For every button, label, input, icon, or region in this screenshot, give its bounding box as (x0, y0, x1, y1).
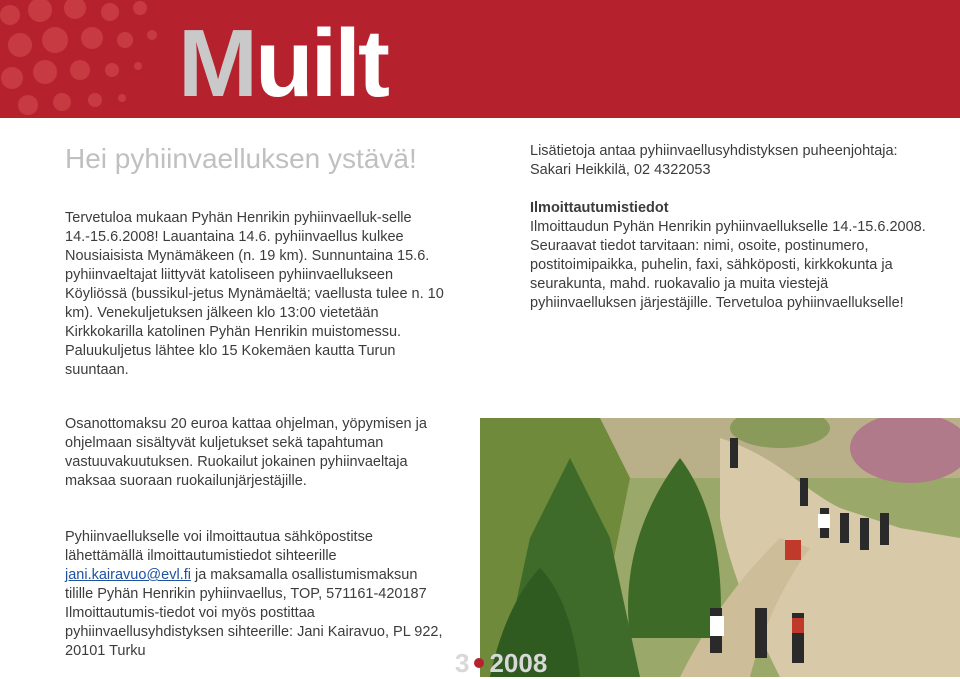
registration-info (530, 199, 930, 313)
issue-number (455, 648, 547, 679)
fee-paragraph (65, 415, 445, 491)
fee-text: Osanottomaksu 20 euroa kattaa ohjelman, yöpymisen ja ohjelmaan sisältyvät kuljetukset sekä tapahtuman vastuuvakuutuksen. Ruokailut jokainen pyhiinvaeltaja maksaa suoraan ruokailunjärjestäjille. (65, 416, 427, 489)
intro-text: Tervetuloa mukaan Pyhän Henrikin pyhiinvaelluk-selle 14.-15.6.2008! Lauantaina 14.6. pyhiinvaellus kulkee Nousiaisista Mynämäkeen (n. 19 km). Sunnuntaina 15.6. pyhiinvaeltajat liittyvät katoliseen pyhiinvaellukseen Köyliössä (bussikul-jetus Mynämäeltä; vaellusta tulee n. 10 km). Venekuljetuksen jälkeen klo 13:00 vietetään Kirkkokarilla katolinen Pyhän Henrikin muistomessu. Paluukuljetus lähtee klo 15 Kokemäen kautta Turun suuntaan. (65, 210, 444, 378)
pilgrims-photo-illustration (480, 418, 960, 677)
contact-info (530, 142, 930, 180)
registration-heading: Ilmoittautumistiedot (530, 200, 669, 216)
registration-text-before: Pyhiinvaellukselle voi ilmoittautua sähköpostitse lähettämällä ilmoittautumistiedot sihteerille (65, 529, 373, 564)
issue-number-value: 3 (455, 648, 470, 678)
issue-year: 2008 (489, 648, 548, 678)
header-banner (0, 0, 960, 118)
registration-text-after: ja maksamalla osallistumismaksun tilille Pyhän Henrikin pyhiinvaellus, TOP, 571161-420187 Ilmoittautumis-tiedot voi myös postittaa pyhiinvaellusyhdistyksen sihteerille: Jani Kairavuo, PL 922, 20101 Turku (65, 567, 443, 659)
masthead-first-letter: M (178, 10, 255, 117)
email-link[interactable]: jani.kairavuo@evl.fi (65, 567, 191, 583)
masthead-title (178, 10, 387, 117)
registration-text-block (65, 528, 445, 661)
intro-paragraph (65, 209, 445, 380)
registration-details: Ilmoittaudun Pyhän Henrikin pyhiinvaellukselle 14.-15.6.2008. Seuraavat tiedot tarvitaan: nimi, osoite, postinumero, postitoimipaikka, puhelin, faxi, sähköposti, kirkkokunta ja seurakunta, mahd. ruokavalio ja muita viestejä pyhiinvaelluksen järjestäjille. Tervetuloa pyhiinvaellukselle! (530, 219, 926, 311)
greeting-heading: Hei pyhiinvaelluksen ystävä! (65, 143, 417, 174)
contact-text: Lisätietoja antaa pyhiinvaellusyhdistyksen puheenjohtaja: Sakari Heikkilä, 02 4322053 (530, 143, 898, 178)
dot-pattern-decoration (0, 0, 960, 118)
pilgrims-photo (480, 418, 960, 677)
issue-dot (474, 658, 484, 668)
masthead-rest: uilt (254, 10, 387, 117)
registration-paragraph (65, 528, 445, 661)
